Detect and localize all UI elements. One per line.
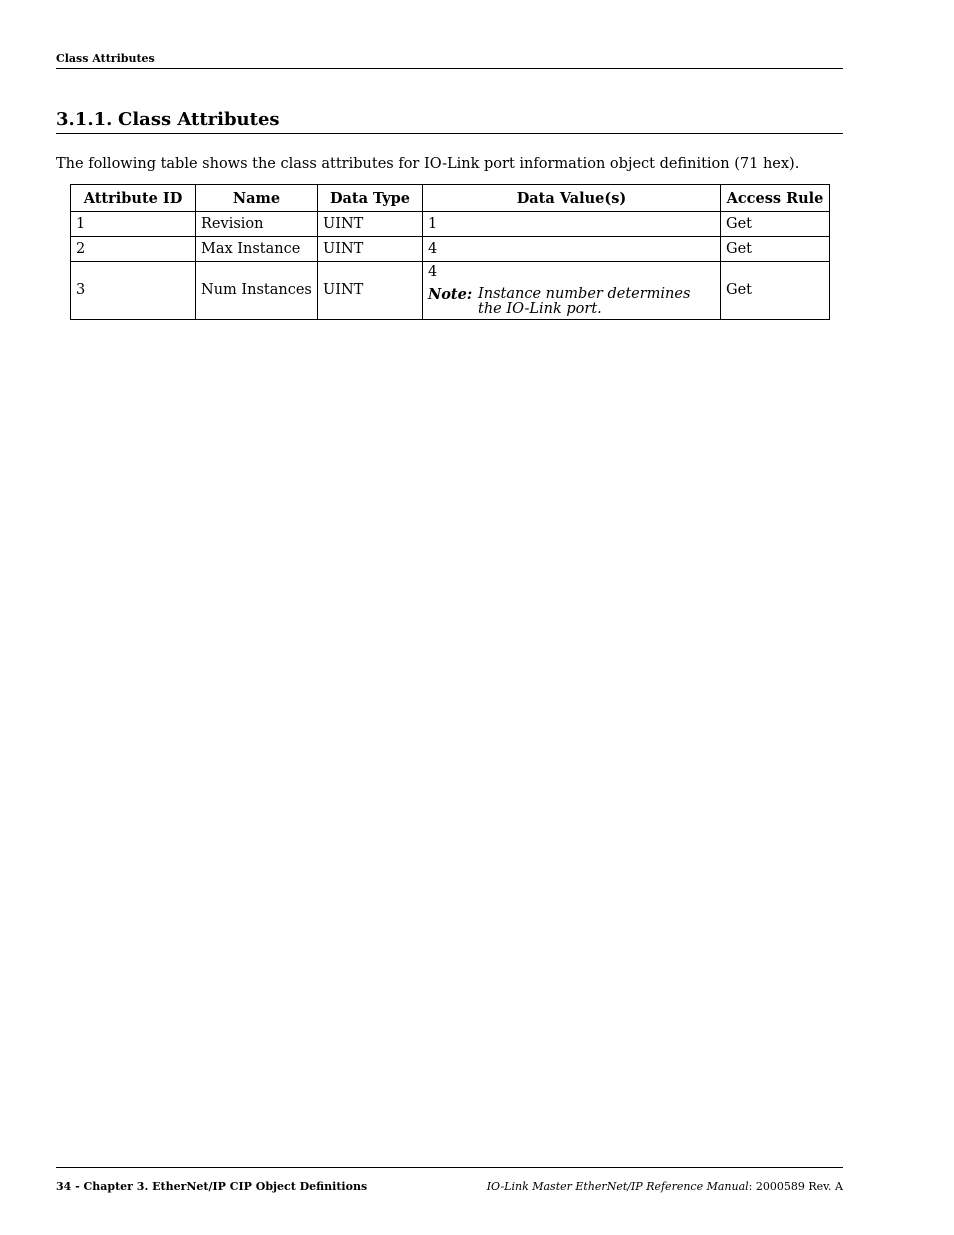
column-header-name: Name bbox=[196, 185, 318, 212]
section-number: 3.1.1. bbox=[56, 109, 113, 130]
footer-doc-ref: : 2000589 Rev. A bbox=[748, 1180, 843, 1193]
footer-chapter: 34 - Chapter 3. EtherNet/IP CIP Object Definitions bbox=[56, 1180, 368, 1193]
cell-data-type: UINT bbox=[318, 237, 423, 262]
cell-name: Max Instance bbox=[196, 237, 318, 262]
intro-paragraph: The following table shows the class attributes for IO-Link port information object definition (71 hex). bbox=[56, 156, 800, 172]
footer-rule bbox=[56, 1167, 843, 1168]
cell-data-type: UINT bbox=[318, 262, 423, 320]
cell-data-value: 1 bbox=[423, 212, 721, 237]
note-text: Instance number determines the IO-Link port. bbox=[478, 286, 691, 317]
table-header-row bbox=[71, 185, 830, 212]
section-heading bbox=[56, 108, 843, 134]
column-header-access-rule: Access Rule bbox=[721, 185, 830, 212]
running-header-title: Class Attributes bbox=[56, 52, 155, 65]
section-title: Class Attributes bbox=[118, 109, 280, 130]
footer-document-reference bbox=[487, 1180, 843, 1194]
cell-data-value-with-note bbox=[423, 262, 721, 320]
cell-data-value: 4 bbox=[428, 264, 438, 280]
note bbox=[428, 287, 715, 317]
column-header-data-type: Data Type bbox=[318, 185, 423, 212]
column-header-data-values: Data Value(s) bbox=[423, 185, 721, 212]
cell-attribute-id: 1 bbox=[71, 212, 196, 237]
cell-attribute-id: 2 bbox=[71, 237, 196, 262]
note-label: Note: bbox=[428, 286, 473, 303]
cell-access-rule: Get bbox=[721, 237, 830, 262]
cell-data-value: 4 bbox=[423, 237, 721, 262]
running-header bbox=[56, 52, 843, 69]
class-attributes-table bbox=[70, 184, 830, 320]
cell-name: Revision bbox=[196, 212, 318, 237]
column-header-attribute-id: Attribute ID bbox=[71, 185, 196, 212]
cell-access-rule: Get bbox=[721, 212, 830, 237]
cell-data-type: UINT bbox=[318, 212, 423, 237]
cell-name: Num Instances bbox=[196, 262, 318, 320]
cell-attribute-id: 3 bbox=[71, 262, 196, 320]
table-row bbox=[71, 237, 830, 262]
cell-access-rule: Get bbox=[721, 262, 830, 320]
footer-manual-title: IO-Link Master EtherNet/IP Reference Manual bbox=[486, 1180, 749, 1193]
table-row bbox=[71, 262, 830, 320]
table-row bbox=[71, 212, 830, 237]
